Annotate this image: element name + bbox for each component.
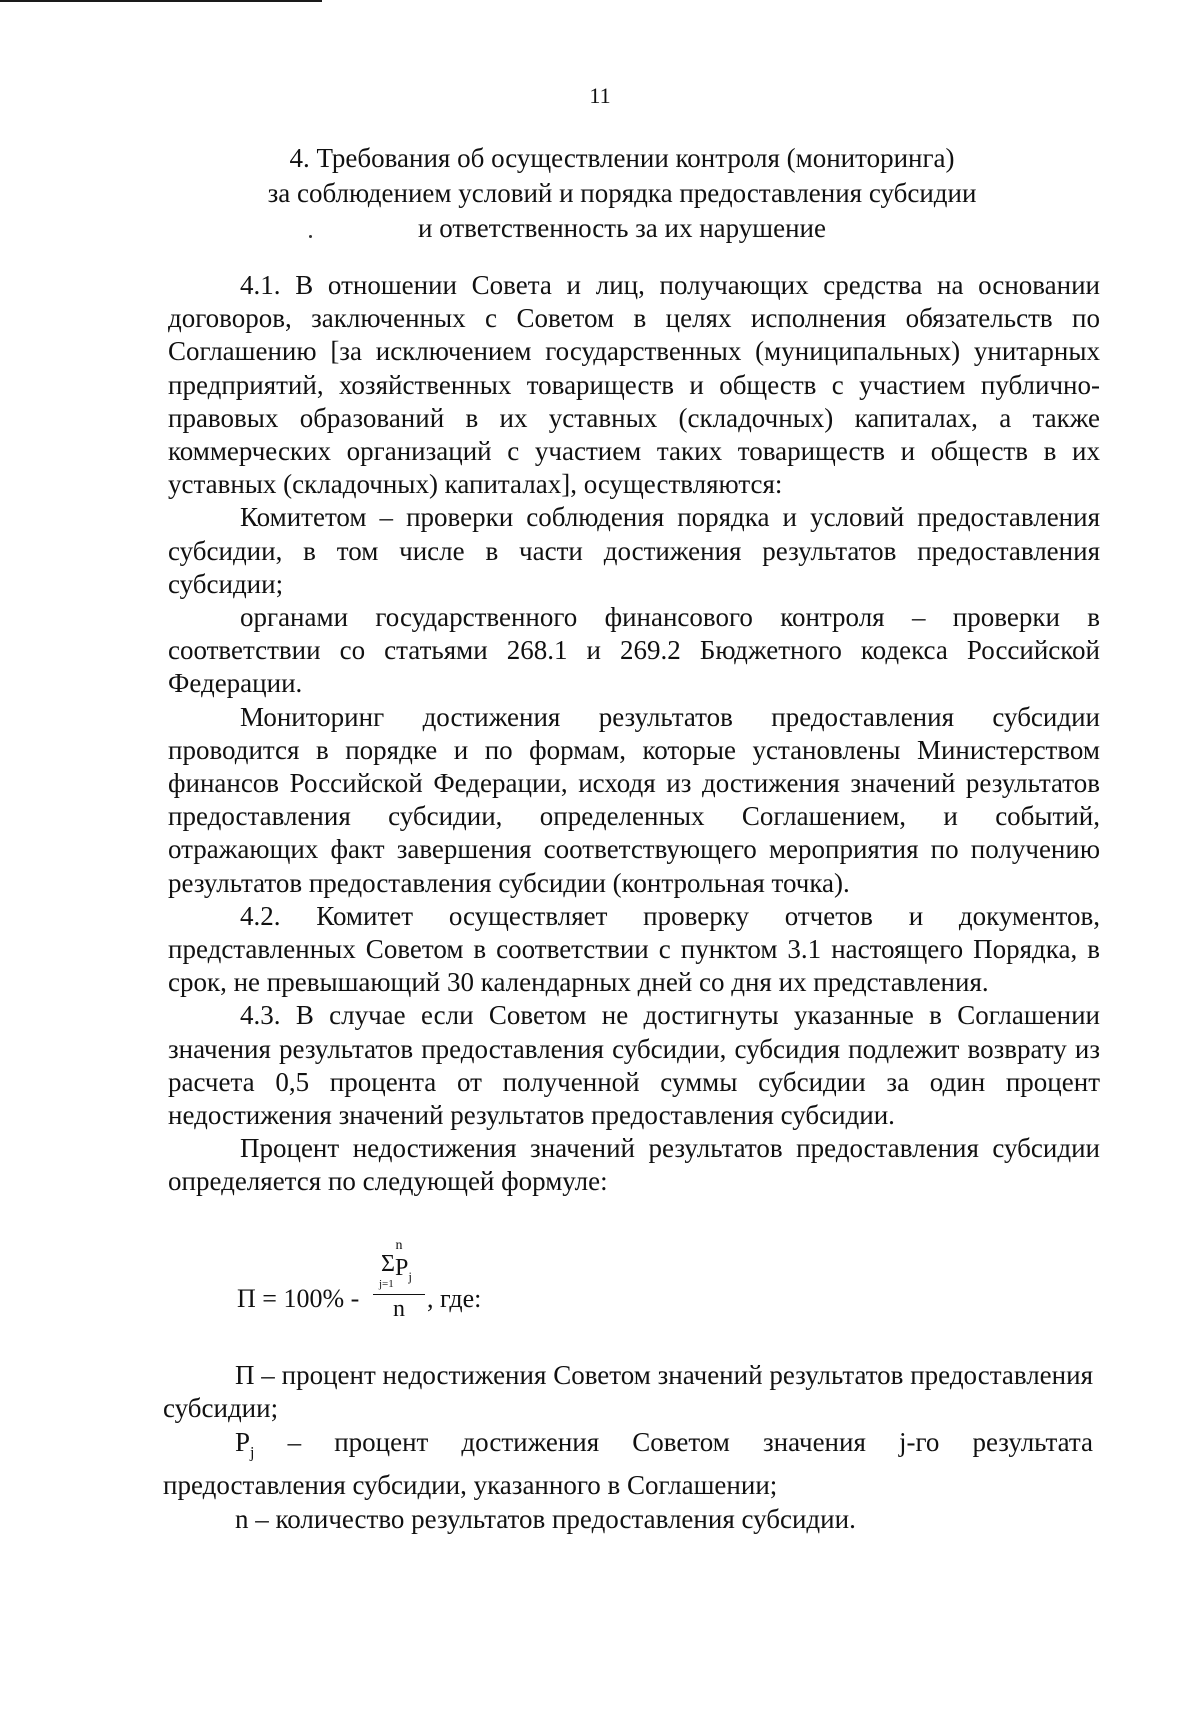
formula-definitions [163,1359,1093,1537]
formula-tail: , где: [427,1284,482,1313]
page-number: 11 [589,83,611,108]
paragraph-4-2: 4.2. Комитет осуществляет проверку отчетов и документов, представленных Советом в соответствии с пунктом 3.1 настоящего Порядка, в срок, не превышающий 30 календарных дней со дня их представления. [168,900,1100,998]
sum-variable: $P_j$ [395,1255,412,1284]
scan-edge-line [0,0,322,2]
scan-speck [309,235,312,238]
definition-p: П – процент недостижения Советом значений результатов предоставления субсидии; [163,1360,1093,1423]
paragraph-4-3: 4.3. В случае если Советом не достигнуты указанные в Соглашении значения результатов предоставления субсидии, субсидия подлежит возврату из расчета 0,5 процента от полученной суммы субсидии за один процент недостижения значений результатов предоставления субсидии. [168,1000,1100,1131]
sum-upper-limit: n [395,1238,403,1253]
section-body [168,269,1100,1199]
paragraph-monitoring: Мониторинг достижения результатов предоставления субсидии проводится в порядке и по формам, которые установлены Министерством финансов Российской Федерации, исходя из достижения значений результатов предоставления субсидии, определенных Соглашением, и событий, отражающих факт завершения соответствующего мероприятия по получению результатов предоставления субсидии (контрольная точка). [168,701,1100,898]
definition-n: n – количество результатов предоставления субсидии. [235,1504,856,1535]
paragraph-state-control: органами государственного финансового контроля – проверки в соответствии со статьями 268.1 и 269.2 Бюджетного кодекса Российской Федерации. [168,602,1100,699]
heading-line-3: и ответственность за их нарушение [418,213,826,243]
formula-lhs: П = 100% - [237,1284,360,1313]
heading-line-1: 4. Требования об осуществлении контроля (мониторинга) [289,143,955,173]
fraction-bar [373,1294,425,1295]
fraction-denominator: n [393,1296,405,1322]
paragraph-4-1: 4.1. В отношении Совета и лиц, получающих средства на основании договоров, заключенных с Советом в целях исполнения обязательств по Соглашению [за исключением государственных (муниципальных) унитарных предприятий, хозяйственных товариществ и обществ с участием публично-правовых образований в их уставных (складочных) капиталах, а также коммерческих организаций с участием таких товариществ и обществ в их уставных (складочных) капиталах], осуществляются: [168,270,1100,500]
formula [237,1238,637,1338]
paragraph-committee-checks: Комитетом – проверки соблюдения порядка и условий предоставления субсидии, в том числе в части достижения результатов предоставления субсидии; [168,502,1100,599]
heading-line-2: за соблюдением условий и порядка предоставления субсидии [267,178,977,208]
definition-pj: $P_j$ – процент достижения Советом значения j-го результата предоставления субсидии, указанного в Соглашении; [163,1427,1093,1501]
paragraph-formula-intro: Процент недостижения значений результатов предоставления субсидии определяется по следующей формуле: [168,1133,1100,1197]
sum-lower-limit: j=1 [379,1278,394,1290]
section-heading [160,141,1084,246]
sum-symbol: Σ [381,1251,395,1277]
